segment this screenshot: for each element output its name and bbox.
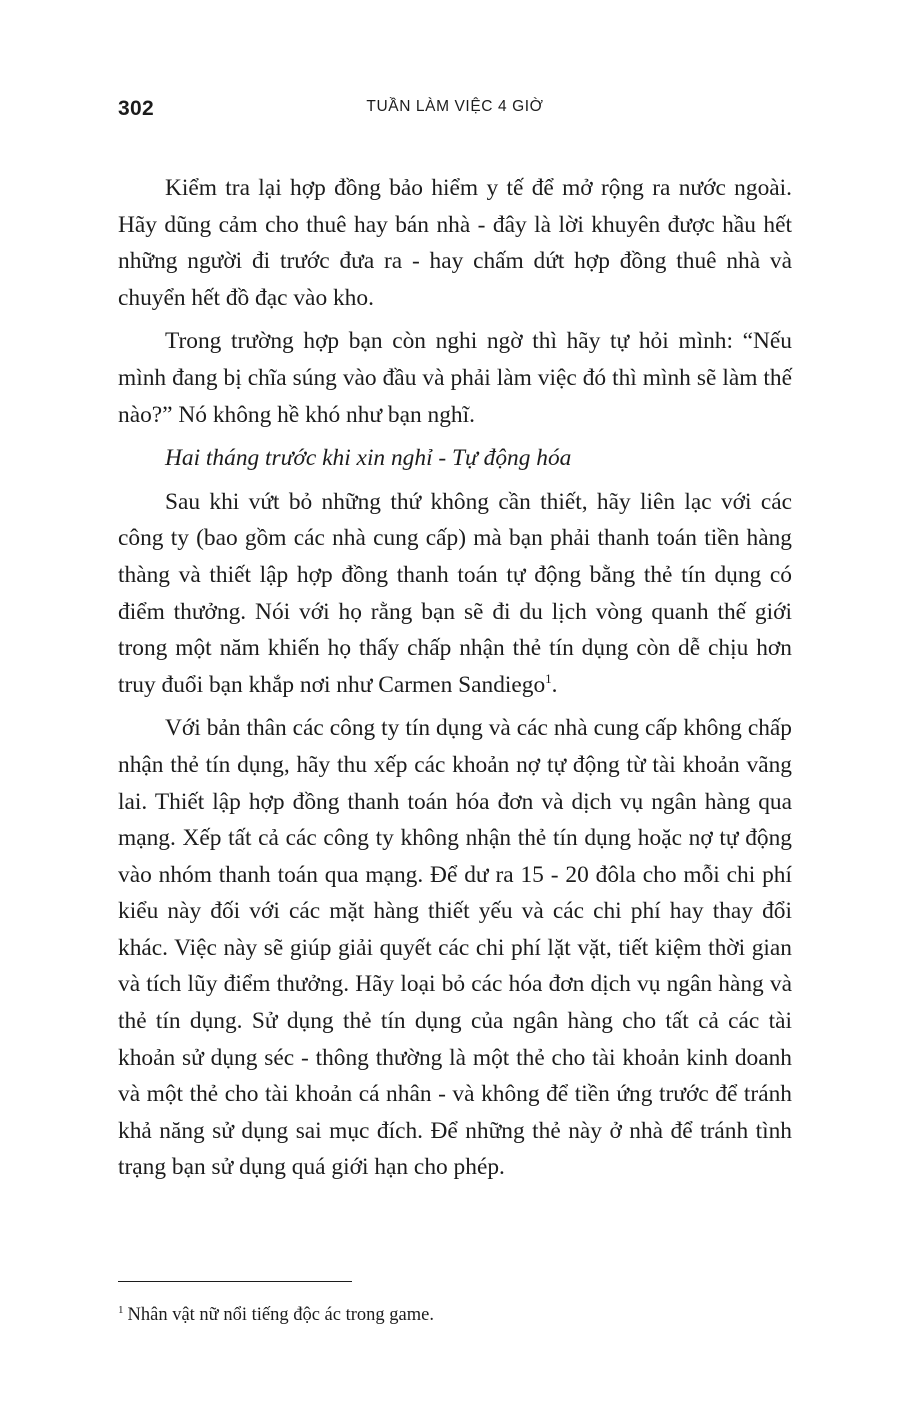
footnote-number: 1 bbox=[118, 1304, 124, 1316]
running-header-book-title: TUẦN LÀM VIỆC 4 GIỜ bbox=[366, 98, 544, 115]
section-subheading: Hai tháng trước khi xin nghỉ - Tự động hóa bbox=[165, 445, 572, 472]
paragraph-automate-payments-text: Sau khi vứt bỏ những thứ không cần thiết, hãy liên lạc với các công ty (bao gồm các nhà cung cấp) mà bạn phải thanh toán tiền hàng thàng và thiết lập hợp đồng thanh toán tự động bằng thẻ tín dụng có điểm thưởng. Nói với họ rằng bạn sẽ đi du lịch vòng quanh thế giới trong một năm khiến họ thấy chấp nhận thẻ tín dụng còn dễ chịu hơn truy đuổi bạn khắp nơi như Carmen Sandiego bbox=[118, 488, 792, 698]
body-text bbox=[118, 170, 792, 1193]
page-number: 302 bbox=[118, 97, 154, 120]
footnote-reference-marker: 1 bbox=[545, 670, 552, 686]
footnote-text: Nhân vật nữ nổi tiếng độc ác trong game. bbox=[127, 1305, 434, 1325]
paragraph-automate-payments bbox=[118, 484, 792, 704]
paragraph-insurance-and-housing: Kiểm tra lại hợp đồng bảo hiểm y tế để mở rộng ra nước ngoài. Hãy dũng cảm cho thuê hay bán nhà - đây là lời khuyên được hầu hết những người đi trước đưa ra - hay chấm dứt hợp đồng thuê nhà và chuyển hết đồ đạc vào kho. bbox=[118, 175, 792, 311]
footnote bbox=[118, 1302, 792, 1328]
paragraph-direct-debits: Với bản thân các công ty tín dụng và các nhà cung cấp không chấp nhận thẻ tín dụng, hãy thu xếp các khoản nợ tự động từ tài khoản vãng lai. Thiết lập hợp đồng thanh toán hóa đơn và dịch vụ ngân hàng qua mạng. Xếp tất cả các công ty không nhận thẻ tín dụng hoặc nợ tự động vào nhóm thanh toán qua mạng. Để dư ra 15 - 20 đôla cho mỗi chi phí kiểu này đối với các mặt hàng thiết yếu và các chi phí hay thay đổi khác. Việc này sẽ giúp giải quyết các chi phí lặt vặt, tiết kiệm thời gian và tích lũy điểm thưởng. Hãy loại bỏ các hóa đơn dịch vụ ngân hàng và thẻ tín dụng. Sử dụng thẻ tín dụng của ngân hàng cho tất cả các tài khoản sử dụng séc - thông thường là một thẻ cho tài khoản kinh doanh và một thẻ cho tài khoản cá nhân - và không để tiền ứng trước để tránh khả năng sử dụng sai mục đích. Để những thẻ này ở nhà để tránh tình trạng bạn sử dụng quá giới hạn cho phép. bbox=[118, 715, 792, 1181]
paragraph-self-question: Trong trường hợp bạn còn nghi ngờ thì hãy tự hỏi mình: “Nếu mình đang bị chĩa súng vào đầu và phải làm việc đó thì mình sẽ làm thế nào?” Nó không hề khó như bạn nghĩ. bbox=[118, 328, 792, 428]
paragraph-automate-payments-end: . bbox=[551, 671, 558, 698]
footnote-divider bbox=[118, 1281, 352, 1282]
